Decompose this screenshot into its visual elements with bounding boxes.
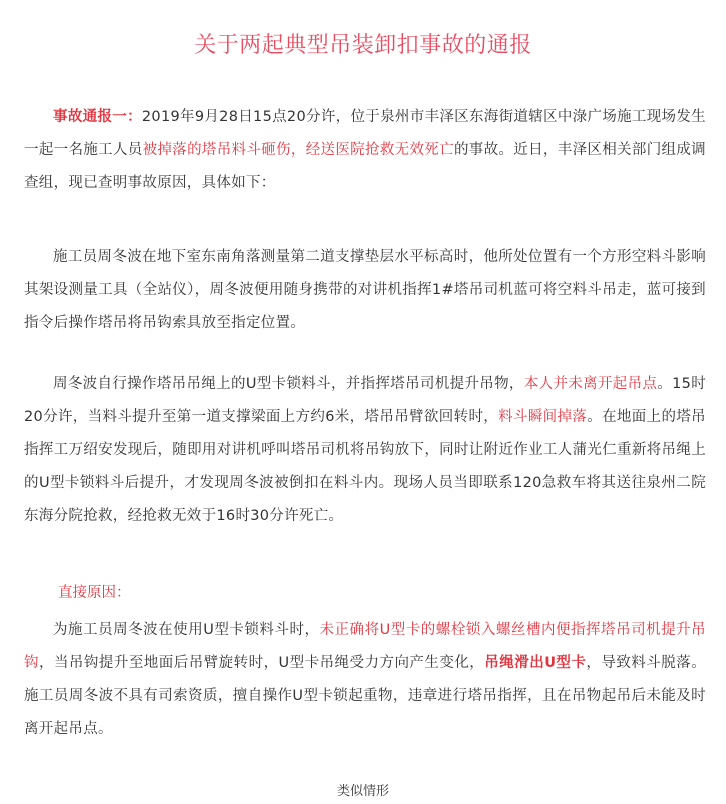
- direct-cause-highlight-b: 吊绳滑出U型卡: [484, 655, 587, 671]
- report-one-highlight: 被掉落的塔吊料斗砸伤，经送医院抢救无效死亡: [142, 142, 454, 158]
- direct-cause-text-b: ，当吊钩提升至地面后吊臂旋转时，U型卡吊绳受力方向产生变化，: [38, 655, 485, 671]
- incident-detail-text: 施工员周冬波在地下室东南角落测量第二道支撑垫层水平标高时，他所处位置有一个方形空料斗影响其架设测量工具（全站仪），周冬波便用随身携带的对讲机指挥1#塔吊司机蓝可将空料斗吊走，蓝可接到指令后操作塔吊将吊钩索具放至指定位置。: [24, 249, 706, 331]
- accident-process-highlight-b: 料斗瞬间掉落: [498, 409, 588, 425]
- report-one-label: 事故通报一：: [53, 109, 142, 125]
- direct-cause-highlight-a: 未正确将U型卡的螺栓锁入螺丝槽内便指挥塔吊司机提升吊钩: [24, 622, 706, 671]
- direct-cause-text-c: ，导致料斗脱落。施工员周冬波不具有司索资质，擅自操作U型卡锁起重物，违章进行塔吊指挥，且在吊物起吊后未能及时离开起吊点。: [24, 655, 707, 737]
- accident-process-text-b: 。15时20分许，当料斗提升至第一道支撑梁面上方约6米，塔吊吊臂欲回转时，: [24, 376, 706, 425]
- report-one-text-b: 的事故。近日，丰泽区相关部门组成调查组，现已查明事故原因，具体如下：: [24, 142, 706, 191]
- direct-cause-heading: 直接原因：: [58, 585, 131, 601]
- direct-cause-paragraph: [24, 614, 706, 746]
- accident-process-highlight-a: 本人并未离开起吊点: [523, 376, 658, 392]
- accident-process-text-a: 周冬波自行操作塔吊吊绳上的U型卡锁料斗，并指挥塔吊司机提升吊物，: [53, 376, 524, 392]
- accident-process-paragraph: [24, 368, 706, 533]
- accident-process-text-c: 。在地面上的塔吊指挥工万绍安发现后，随即用对讲机呼叫塔吊司机将吊钩放下，同时让附近作业工人蒲光仁重新将吊绳上的U型卡锁料斗后提升，才发现周冬波被倒扣在料斗内。现场人员当即联系120急救车将其送往泉州二院东海分院抢救，经抢救无效于16时30分许死亡。: [24, 409, 706, 524]
- incident-detail-paragraph: [24, 241, 706, 340]
- similar-cases-heading: 类似情形: [336, 784, 389, 799]
- direct-cause-text-a: 为施工员周冬波在使用U型卡锁料斗时，: [53, 622, 320, 638]
- page-title: 关于两起典型吊装卸扣事故的通报: [194, 33, 532, 58]
- report-one-paragraph: [24, 101, 706, 200]
- report-one-text-a: 2019年9月28日15点20分许，位于泉州市丰泽区东海街道辖区中淥广场施工现场发生一起一名施工人员: [24, 109, 706, 158]
